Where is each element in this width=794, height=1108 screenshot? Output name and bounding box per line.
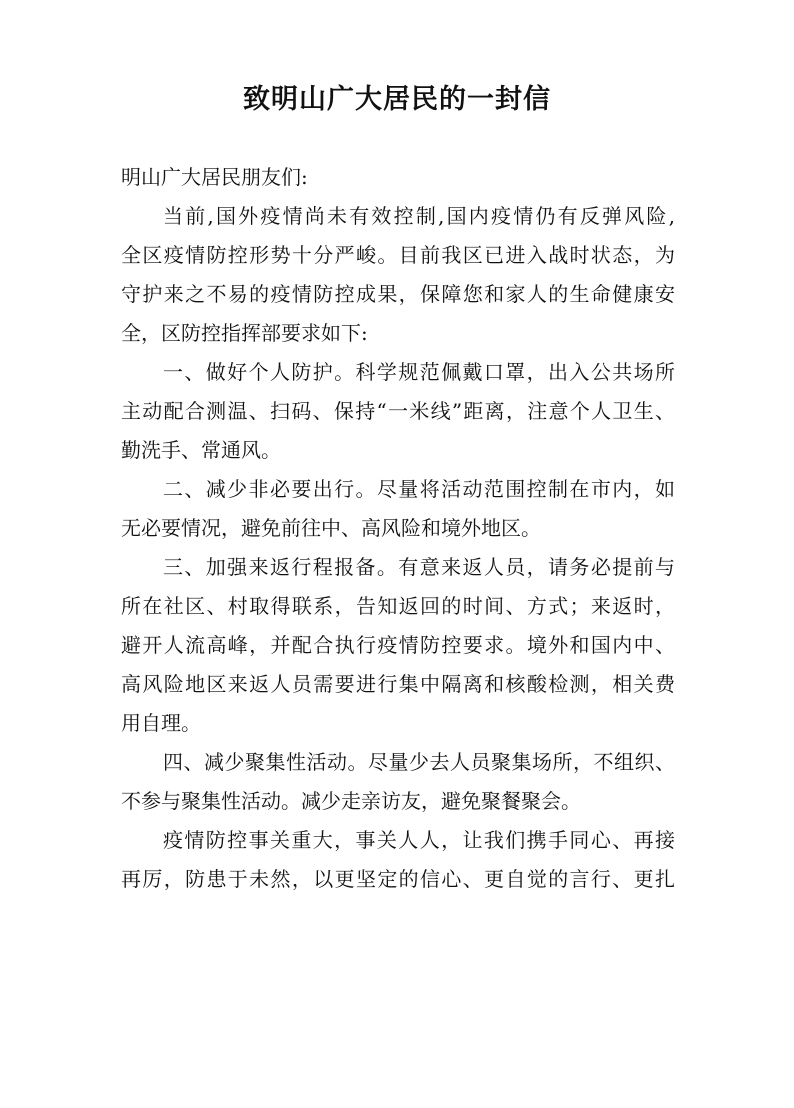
paragraph-line: 三、加强来返行程报备。有意来返人员，请务必提前与 xyxy=(163,555,675,579)
paragraph-line: 全区疫情防控形势十分严峻。目前我区已进入战时状态，为 xyxy=(121,243,675,267)
paragraph-line: 无必要情况，避免前往中、高风险和境外地区。 xyxy=(121,516,541,540)
paragraph-line: 一、做好个人防护。科学规范佩戴口罩，出入公共场所 xyxy=(163,360,675,384)
paragraph-line: 高风险地区来返人员需要进行集中隔离和核酸检测，相关费 xyxy=(121,672,675,696)
paragraph-line: 主动配合测温、扫码、保持“一米线”距离，注意个人卫生、 xyxy=(121,399,675,423)
paragraph-line: 用自理。 xyxy=(121,711,201,735)
paragraph-line: 所在社区、村取得联系，告知返回的时间、方式；来返时， xyxy=(121,594,675,618)
letter-title: 致明山广大居民的一封信 xyxy=(243,84,551,115)
paragraph-line: 守护来之不易的疫情防控成果，保障您和家人的生命健康安 xyxy=(121,282,675,306)
letter-body xyxy=(121,158,675,899)
paragraph-line: 勤洗手、常通风。 xyxy=(121,438,281,462)
salutation: 明山广大居民朋友们: xyxy=(121,165,308,189)
paragraph-line: 不参与聚集性活动。减少走亲访友，避免聚餐聚会。 xyxy=(121,789,581,813)
paragraph-line: 全，区防控指挥部要求如下: xyxy=(121,321,368,345)
paragraph-line: 疫情防控事关重大，事关人人，让我们携手同心、再接 xyxy=(163,828,675,852)
paragraph-line: 当前,国外疫情尚未有效控制,国内疫情仍有反弹风险, xyxy=(163,204,675,228)
paragraph-line: 避开人流高峰，并配合执行疫情防控要求。境外和国内中、 xyxy=(121,633,675,657)
paragraph-line: 再厉，防患于未然，以更坚定的信心、更自觉的言行、更扎 xyxy=(121,867,675,891)
paragraph-line: 二、减少非必要出行。尽量将活动范围控制在市内，如 xyxy=(163,477,675,501)
paragraph-line: 四、减少聚集性活动。尽量少去人员聚集场所，不组织、 xyxy=(163,750,675,774)
